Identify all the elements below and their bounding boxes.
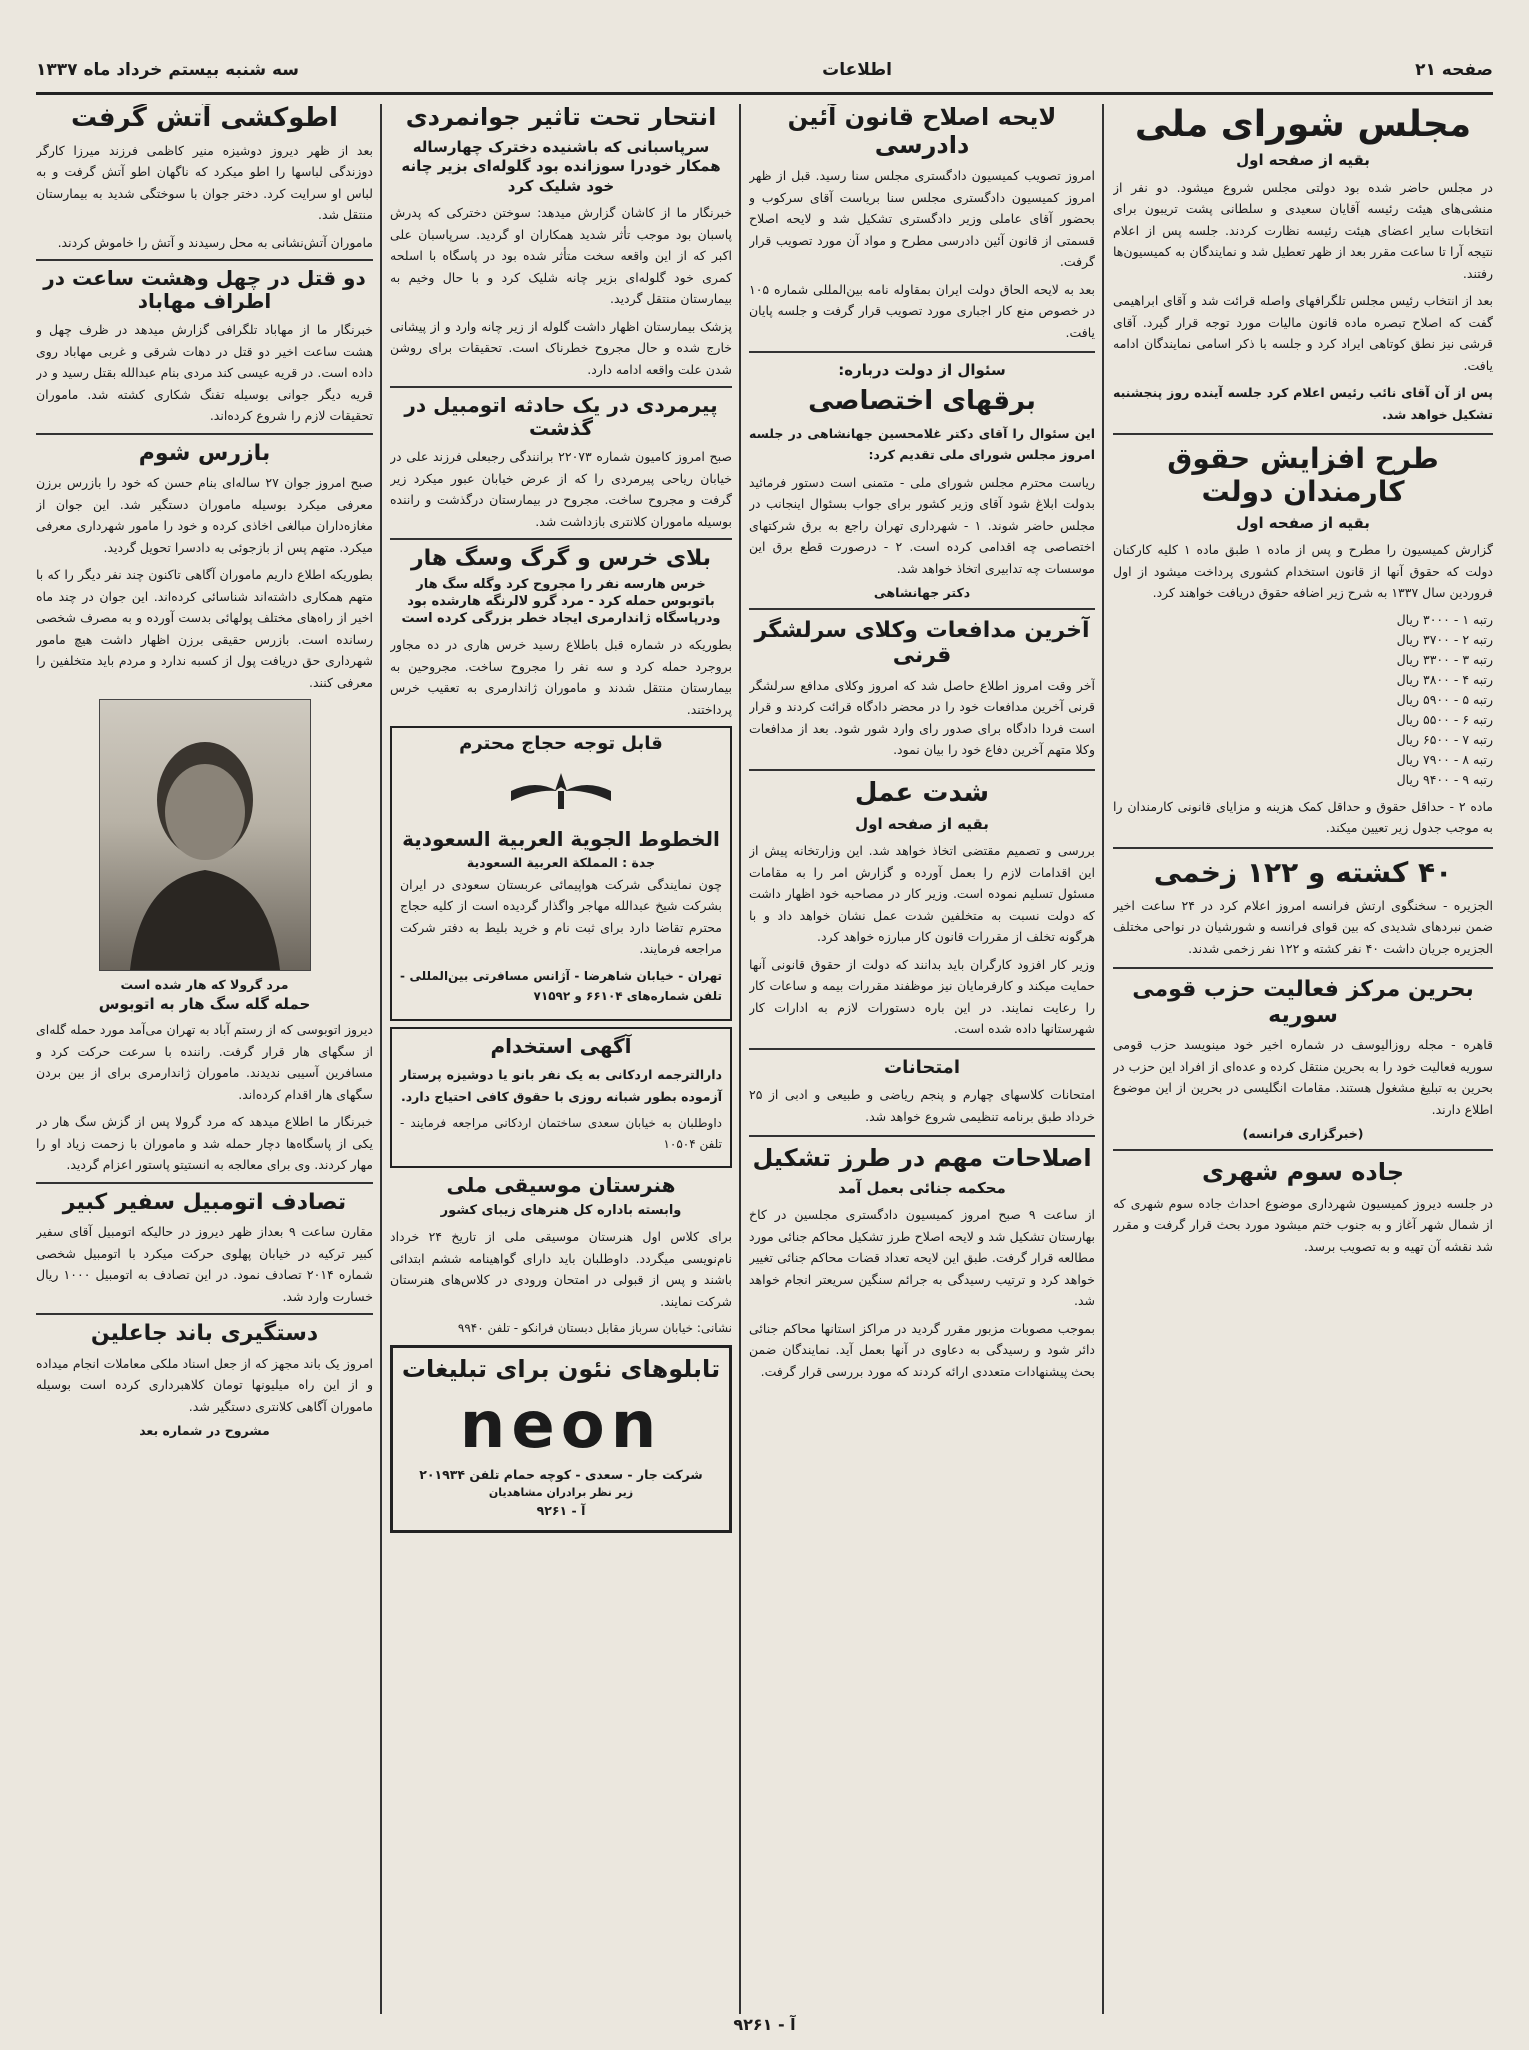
portrait-silhouette-icon	[100, 700, 310, 970]
casualty-article: الجزیره - سخنگوی ارتش فرانسه امروز اعلام کرد در ۲۴ ساعت اخیر ضمن نبردهای شدیدی که بین قوای فرانسه و شورشیان در نواحی مختلف الجزیره جریان داشت ۴۰ نفر کشته و ۱۲۲ نفر زخمی شدند.	[1113, 897, 1493, 956]
bear-headline: بلای خرس و گرگ وسگ هار	[410, 546, 712, 572]
divider	[1113, 967, 1493, 969]
fire-headline: اطوکشی آتش گرفت	[71, 104, 338, 133]
hajj-article: چون نمایندگی شرکت هواپیمائی عربستان سعودی در ایران بشرکت شیخ عبدالله مهاجر واگذار گردیده است از کلیه حجاج محترم تقاضا دارد برای ثبت نام و خرید بلیط به دفتر شرکت مراجعه فرمایند.	[400, 876, 722, 957]
airline-wings-icon	[501, 761, 621, 821]
crash-headline: تصادف اتومبیل سفیر کبیر	[62, 1189, 347, 1215]
page-header	[36, 48, 1493, 95]
divider	[390, 386, 732, 388]
rate-item: رتبه ۹ - ۹۴۰۰ ریال	[1396, 771, 1493, 787]
neon-owner: زیر نظر برادران مشاهدیان	[488, 1486, 634, 1500]
hajj-address: تهران - خیابان شاهرضا - آژانس مسافرتی بین‌المللی - تلفن شماره‌های ۶۶۱۰۴ و ۷۱۵۹۲	[400, 968, 722, 1004]
divider	[36, 1313, 373, 1315]
divider	[1113, 433, 1493, 435]
divider	[749, 1048, 1095, 1050]
music-article: برای کلاس اول هنرستان موسیقی ملی از تاریخ ۲۴ خرداد نام‌نویسی میگردد. داوطلبان باید دارای گواهینامه ششم ابتدائی باشند و پس از قبولی در امتحان ورودی در کلاس‌های هنرستان شرکت نمایند.	[390, 1229, 732, 1309]
portrait-photo	[99, 699, 311, 971]
column-rule	[1102, 104, 1104, 2014]
suicide-subhead: سرپاسبانی که باشنیده دخترک چهارساله همکار خودرا سوزانده بود گلوله‌ای بزیر چانه خود شلیک کرد	[401, 137, 721, 195]
divider	[390, 538, 732, 540]
fire-article: بعد از ظهر دیروز دوشیزه منیر کاظمی فرزند میرزا کارگر دوزندگی لباسها را اطو میکرد که ناگهان اطو آتش گرفت و به لباس او سرایت کرد. دختر جوان با سوختگی شدید به بیمارستان منتقل شد.	[36, 142, 373, 223]
procedure-article-2: بعد به لایحه الحاق دولت ایران بمقاوله نامه بین‌المللی شماره ۱۰۵ در خصوص منع کار اجباری مورد تصویب قرار گرفت و جلسه پایان یافت.	[749, 281, 1095, 340]
rate-item: رتبه ۱ - ۳۰۰۰ ریال	[1396, 611, 1493, 627]
neon-company: شرکت جار - سعدی - کوچه حمام تلفن ۲۰۱۹۳۴	[419, 1467, 703, 1483]
column-left	[36, 104, 373, 2034]
rate-item: رتبه ۴ - ۳۸۰۰ ریال	[1396, 671, 1493, 687]
work-article-2: وزیر کار افزود کارگران باید بدانند که دولت از حقوق قانونی آنها حمایت میکند و کارفرمایان نیز موظفند مقررات بیمه و ساعات کار را رعایت نمایند. در این باره دستورات لازم به ادارات کار شهرستانها داده شده است.	[749, 956, 1095, 1037]
hire-contact: داوطلبان به خیابان سعدی ساختمان اردکانی مراجعه فرمایند - تلفن ۱۰۵۰۴	[400, 1116, 722, 1151]
divider	[749, 1135, 1095, 1137]
column-center-right	[749, 104, 1095, 2034]
divider	[749, 608, 1095, 610]
gang-article: امروز یک باند مجهز که از جعل اسناد ملکی معاملات انجام میداده و از این راه میلیونها تومان کلاهبرداری کرده است بوسیله ماموران آگاهی کلانتری دستگیر شد.	[36, 1355, 373, 1414]
defense-headline: آخرین مدافعات وکلای سرلشگر قرنی	[754, 618, 1090, 669]
work-article: بررسی و تصمیم مقتضی اتخاذ خواهد شد. این وزارتخانه پیش از این اقدامات لازم را بعمل آورده و گزارش امر را به مقامات مسئول تسلیم نموده است. وزیر کار در مصاحبه خود اظهار داشت که دولت نسبت به متخلفین شدت عمل نشان خواهد داد و با هرگونه تخلف از مقررات قانون کار مبارزه خواهد کرد.	[749, 843, 1095, 945]
divider	[1113, 847, 1493, 849]
procedure-article: امروز تصویب کمیسیون دادگستری مجلس سنا رسید. قبل از ظهر امروز کمیسیون دادگستری مجلس سنا بریاست آقای سرکوب و بحضور آقای عاملی وزیر دادگستری تشکیل شد و لایحه اصلاح قسمتی از قانون آئین دادرسی مطرح و مواد آن مورد تصویب قرار گرفت.	[749, 168, 1095, 270]
oldman-headline: پیرمردی در یک حادثه اتومبیل در گذشت	[404, 393, 718, 441]
salary-subhead: بقیه از صفحه اول	[1236, 513, 1370, 532]
dog-headline: حمله گله سگ هار به اتوبوس	[98, 995, 311, 1014]
casualty-headline: ۴۰ کشته و ۱۲۲ زخمی	[1153, 855, 1453, 889]
road-headline: جاده سوم شهری	[1201, 1158, 1405, 1187]
reform-article-2: بموجب مصوبات مزبور مقرر گردید در مراکز استانها محاکم جنائی دائر شود و رسیدگی به دعاوی در آنها بعمل آید. نمایندگان ضمن بحث پیشنهادات متعددی ارائه کردند که مورد بررسی قرار گرفت.	[749, 1320, 1095, 1379]
oldman-article: صبح امروز کامیون شماره ۲۲۰۷۳ برانندگی رجبعلی فرزند علی در خیابان ریاحی پیرمردی را که از عرض خیابان عبور میکرد زیر گرفت و مجروح ساخت. مجروح در بیمارستان درگذشت و راننده بوسیله ماموران کلانتری بازداشت شد.	[390, 449, 732, 529]
syria-headline: بحرین مرکز فعالیت حزب قومی سوریه	[1132, 977, 1474, 1028]
column-right	[1113, 104, 1493, 2034]
exam-article: امتحانات کلاسهای چهارم و پنجم ریاضی و طبیعی و ادبی از ۲۵ خرداد طبق برنامه تنظیمی شروع خواهد شد.	[749, 1087, 1095, 1124]
hire-headline: آگهی استخدام	[490, 1034, 632, 1058]
suicide-headline: انتحار تحت تاثیر جوانمردی	[405, 104, 717, 131]
question-body: ریاست محترم مجلس شورای ملی - متمنی است دستور فرمائید بدولت ابلاغ شود آقای وزیر کشور برای جواب بسئوال اینجانب در مجلس حاضر شوند. ۱ - شهرداری تهران راجع به برق شرکتهای اختصاصی چه اقدامی کرده است. ۲ - درصورت قطع برق این موسسات چه تدابیری اتخاذ خواهد شد.	[749, 474, 1095, 576]
reform-headline: اصلاحات مهم در طرز تشکیل	[752, 1144, 1092, 1173]
question-kicker: سئوال از دولت درباره:	[838, 361, 1006, 380]
column-rule	[739, 104, 741, 2014]
neon-logo: neon	[459, 1389, 663, 1464]
salary-rates	[1113, 610, 1493, 790]
question-intro: این سئوال را آقای دکتر غلامحسین جهانشاهی در جلسه امروز مجلس شورای ملی تقدیم کرد:	[749, 425, 1095, 463]
murder-article: خبرنگار ما از مهاباد تلگرافی گزارش میدهد در ظرف چهل و هشت ساعت اخیر دو قتل در دهات شرقی و غربی مهاباد روی داده است. در قریه عیسی کند مردی بنام عبدالله بقتل رسید و در قریه دیگر جوانی بوسیله تفنگ شکاری کشته شد. ماموران تحقیقات لازم را شروع کرده‌اند.	[36, 322, 373, 424]
divider	[749, 769, 1095, 771]
music-subhead: وابسته باداره کل هنرهای زیبای کشور	[440, 1203, 682, 1219]
question-signature: دکتر جهانشاهی	[873, 585, 971, 601]
bear-article: بطوریکه در شماره قبل باطلاع رسید خرس هاری در ده مجاور بروجرد حمله کرد و سه نفر را مجروح ساخت. مجروحین به بیمارستان منتقل شدند و ماموران ژاندارمری به تعقیب خرس پرداختند.	[390, 637, 732, 717]
gang-headline: دستگیری باند جاعلین	[90, 1321, 319, 1347]
work-subhead: بقیه از صفحه اول	[855, 814, 989, 833]
salary-article: گزارش کمیسیون را مطرح و پس از ماده ۱ طبق ماده ۱ کلیه کارکنان دولت که حقوق آنها از قانون استخدام کشوری پرداخت میشود از اول فروردین سال ۱۳۳۷ به شرح زیر اضافه حقوق دریافت خواهند کرد.	[1113, 542, 1493, 601]
neon-headline: تابلوهای نئون برای تبلیغات	[401, 1354, 721, 1383]
divider	[1113, 1149, 1493, 1151]
murder-headline: دو قتل در چهل وهشت ساعت در اطراف مهاباد	[43, 266, 366, 314]
divider	[36, 433, 373, 435]
work-headline: شدت عمل	[854, 777, 990, 808]
inspector-headline: بازرس شوم	[138, 440, 271, 466]
hire-ad	[390, 1027, 732, 1168]
majlis-headline: مجلس شورای ملی	[1134, 104, 1472, 145]
dog-article-2: خبرنگار ما اطلاع میدهد که مرد گرولا پس از گزش سگ هار در یکی از پاسگاه‌ها دچار حمله شد و ماموران با زحمت زیاد او را مهار کردند. وی برای معالجه به انستیتو پاستور اعزام گردید.	[36, 1114, 373, 1173]
bear-subhead: خرس هارسه نفر را مجروح کرد وگله سگ هار باتوبوس حمله کرد - مرد گرو لالرنگه هارشده بود ودرپاسگاه ژاندارمری ایجاد خطر بزرگی کرده است	[401, 577, 721, 627]
page-footer-code: آ - ۹۲۶۱	[733, 2015, 796, 2034]
rate-item: رتبه ۲ - ۳۷۰۰ ریال	[1396, 631, 1493, 647]
salary-headline: طرح افزایش حقوق کارمندان دولت	[1167, 442, 1439, 508]
neon-ad	[390, 1345, 732, 1534]
reform-article: از ساعت ۹ صبح امروز کمیسیون دادگستری مجلسین در کاخ بهارستان تشکیل شد و لایحه اصلاح طرز تشکیل محاکم جنائی مورد مطالعه قرار گرفت. طبق این لایحه تعداد قضات محاکم جنائی تغییر خواهد کرد و ترتیب رسیدگی به جرائم سنگین سریعتر انجام خواهد شد.	[749, 1207, 1095, 1309]
rate-item: رتبه ۷ - ۶۵۰۰ ریال	[1396, 731, 1493, 747]
syria-credit: (خبرگزاری فرانسه)	[1242, 1126, 1364, 1142]
photo-caption: مرد گرولا که هار شده است	[120, 977, 289, 993]
hire-article: دارالترجمه اردکانی به یک نفر بانو یا دوشیزه پرستار آزموده بطور شبانه روزی با حقوق کافی احتیاج دارد.	[400, 1067, 722, 1104]
inspector-article-2: بطوریکه اطلاع داریم ماموران آگاهی تاکنون چند نفر دیگر را که با متهم همکاری داشته‌اند شناسائی کرده‌اند. این جوان در چند ماه اخیر از راه‌های مختلف پولهائی بدست آورده و به مصرف شخصی رسانده است. بازرس حقیقی برزن اظهار داشت هیچ مامور شهرداری حق دریافت پول از کسبه ندارد و مردم باید متخلفین را معرفی کنند.	[36, 567, 373, 690]
salary-article-2: ماده ۲ - حداقل حقوق و حداقل کمک هزینه و مزایای قانونی کارمندان را به موجب جدول زیر تعیین میکند.	[1113, 798, 1493, 836]
procedure-headline: لایحه اصلاح قانون آئین دادرسی	[787, 104, 1057, 159]
column-center-left	[390, 104, 732, 2034]
paper-name: اطلاعات	[822, 60, 892, 80]
defense-article: آخر وقت امروز اطلاع حاصل شد که امروز وکلای مدافع سرلشگر قرنی آخرین مدافعات خود را در محضر دادگاه قرائت کردند و قرار است فردا دادگاه برای صدور رای وارد شور شود. بعد از مدافعات وکلا متهم آخرین دفاع خود را بیان نمود.	[749, 677, 1095, 758]
question-headline: برقهای اختصاصی	[808, 385, 1036, 416]
reform-subhead: محکمه جنائی بعمل آمد	[838, 1178, 1006, 1197]
syria-article: قاهره - مجله روزالیوسف در شماره اخیر خود مینویسد حزب قومی سوریه فعالیت خود را به بحرین منتقل کرده و عده‌ای از افراد این حزب در بحرین به تبلیغ مشغول هستند. مقامات انگلیسی در بحرین از این موضوع اطلاع دارند.	[1113, 1037, 1493, 1117]
hajj-airline-name: الخطوط الجوية العربية السعودية	[402, 826, 720, 851]
page-number: صفحه ۲۱	[1415, 60, 1493, 80]
dog-article: دیروز اتوبوسی که از رستم آباد به تهران می‌آمد مورد حمله گله‌ای از سگهای هار قرار گرفت. راننده با سرعت حرکت کرد و مسافرین آسیبی ندیدند. ماموران ژاندارمری برای از بین بردن سگهای هار اقدام کرده‌اند.	[36, 1022, 373, 1102]
majlis-subhead: بقیه از صفحه اول	[1236, 151, 1370, 170]
fire-article-2: ماموران آتش‌نشانی به محل رسیدند و آتش را خاموش کردند.	[57, 234, 373, 250]
inspector-article: صبح امروز جوان ۲۷ ساله‌ای بنام حسن که خود را بازرس برزن معرفی میکرد بوسیله ماموران دستگیر شد. این جوان از مغازه‌داران مبالغی اخاذی کرده و خود را مامور شهرداری معرفی میکرد. متهم پس از بازجوئی به دادسرا تحویل گردید.	[36, 475, 373, 555]
exam-headline: امتحانات	[884, 1056, 960, 1078]
majlis-article: در مجلس حاضر شده بود دولتی مجلس شروع میشود. دو نفر از منشی‌های هیئت رئیسه آقایان سعیدی و سلطانی پشت تریبون برای انتخابات سایر اعضای هیئت رئیسه نظارت کردند. جلسه پس از اعلام نتیجه آرا تا ساعت مقرر بعد از ظهر تعطیل شد و نمایندگان به کمیسیون‌ها رفتند.	[1113, 179, 1493, 281]
suicide-article: خبرنگار ما از کاشان گزارش میدهد: سوختن دخترکی که پدرش پاسبان بود موجب تأثر شدید همکاران او گردید. سرپاسبان علی اکبر که از این واقعه سخت متأثر شده بود در پاسگاه با اسلحه کمری خود گلوله‌ای بزیر چانه شلیک کرد و با حال وخیم به بیمارستان منتقل گردید.	[390, 205, 732, 307]
rate-item: رتبه ۵ - ۵۹۰۰ ریال	[1396, 691, 1493, 707]
crash-article: مقارن ساعت ۹ بعداز ظهر دیروز در حالیکه اتومبیل آقای سفیر کبیر ترکیه در خیابان پهلوی حرکت میکرد با اتومبیل شخصی شماره ۲۰۱۴ تصادف نمود. در این تصادف به اتومبیل ۱۰۰۰ ریال خسارت وارد شد.	[36, 1224, 373, 1304]
issue-date: سه شنبه بیستم خرداد ماه ۱۳۳۷	[36, 60, 299, 80]
hajj-airline-sub: جدة : المملكة العربية السعودية	[466, 854, 656, 870]
music-headline: هنرستان موسیقی ملی	[446, 1173, 676, 1198]
road-article: در جلسه دیروز کمیسیون شهرداری موضوع احداث جاده سوم شهری که از شمال شهر آغاز و به جنوب ختم میشود مورد بحث قرار گرفت و مقرر شد نقشه آن تهیه و به تصویب برسد.	[1113, 1195, 1493, 1254]
divider	[36, 259, 373, 261]
column-rule	[380, 104, 382, 2014]
neon-code: آ - ۹۲۶۱	[536, 1503, 586, 1519]
divider	[36, 1182, 373, 1184]
hajj-headline: قابل توجه حجاج محترم	[459, 733, 663, 755]
majlis-article-end: پس از آن آقای نائب رئیس اعلام کرد جلسه آینده روز پنجشنبه تشکیل خواهد شد.	[1113, 385, 1493, 422]
suicide-article-2: پزشک بیمارستان اظهار داشت گلوله از زیر چانه وارد و از پیشانی خارج شده و حال مجروح خطرناک است. تحقیقات برای روشن شدن علت واقعه ادامه دارد.	[390, 318, 732, 377]
divider	[749, 351, 1095, 353]
gang-continued: مشروح در شماره بعد	[139, 1423, 270, 1439]
rate-item: رتبه ۸ - ۷۹۰۰ ریال	[1396, 751, 1493, 767]
hajj-ad	[390, 726, 732, 1021]
music-contact: نشانی: خیابان سرباز مقابل دبستان فرانکو - تلفن ۹۹۴۰	[457, 1321, 732, 1336]
rate-item: رتبه ۶ - ۵۵۰۰ ریال	[1396, 711, 1493, 727]
majlis-article-2: بعد از انتخاب رئیس مجلس تلگرافهای واصله قرائت شد و آقای ابراهیمی گفت که اصلاح تبصره ماده قانون مالیات مورد توجه قرار گیرد. آقای قرشی نیز نطق کوتاهی ایراد کرد و جلسه با ذکر اسامی نمایندگان ادامه یافت.	[1113, 293, 1493, 373]
rate-item: رتبه ۳ - ۳۳۰۰ ریال	[1396, 651, 1493, 667]
